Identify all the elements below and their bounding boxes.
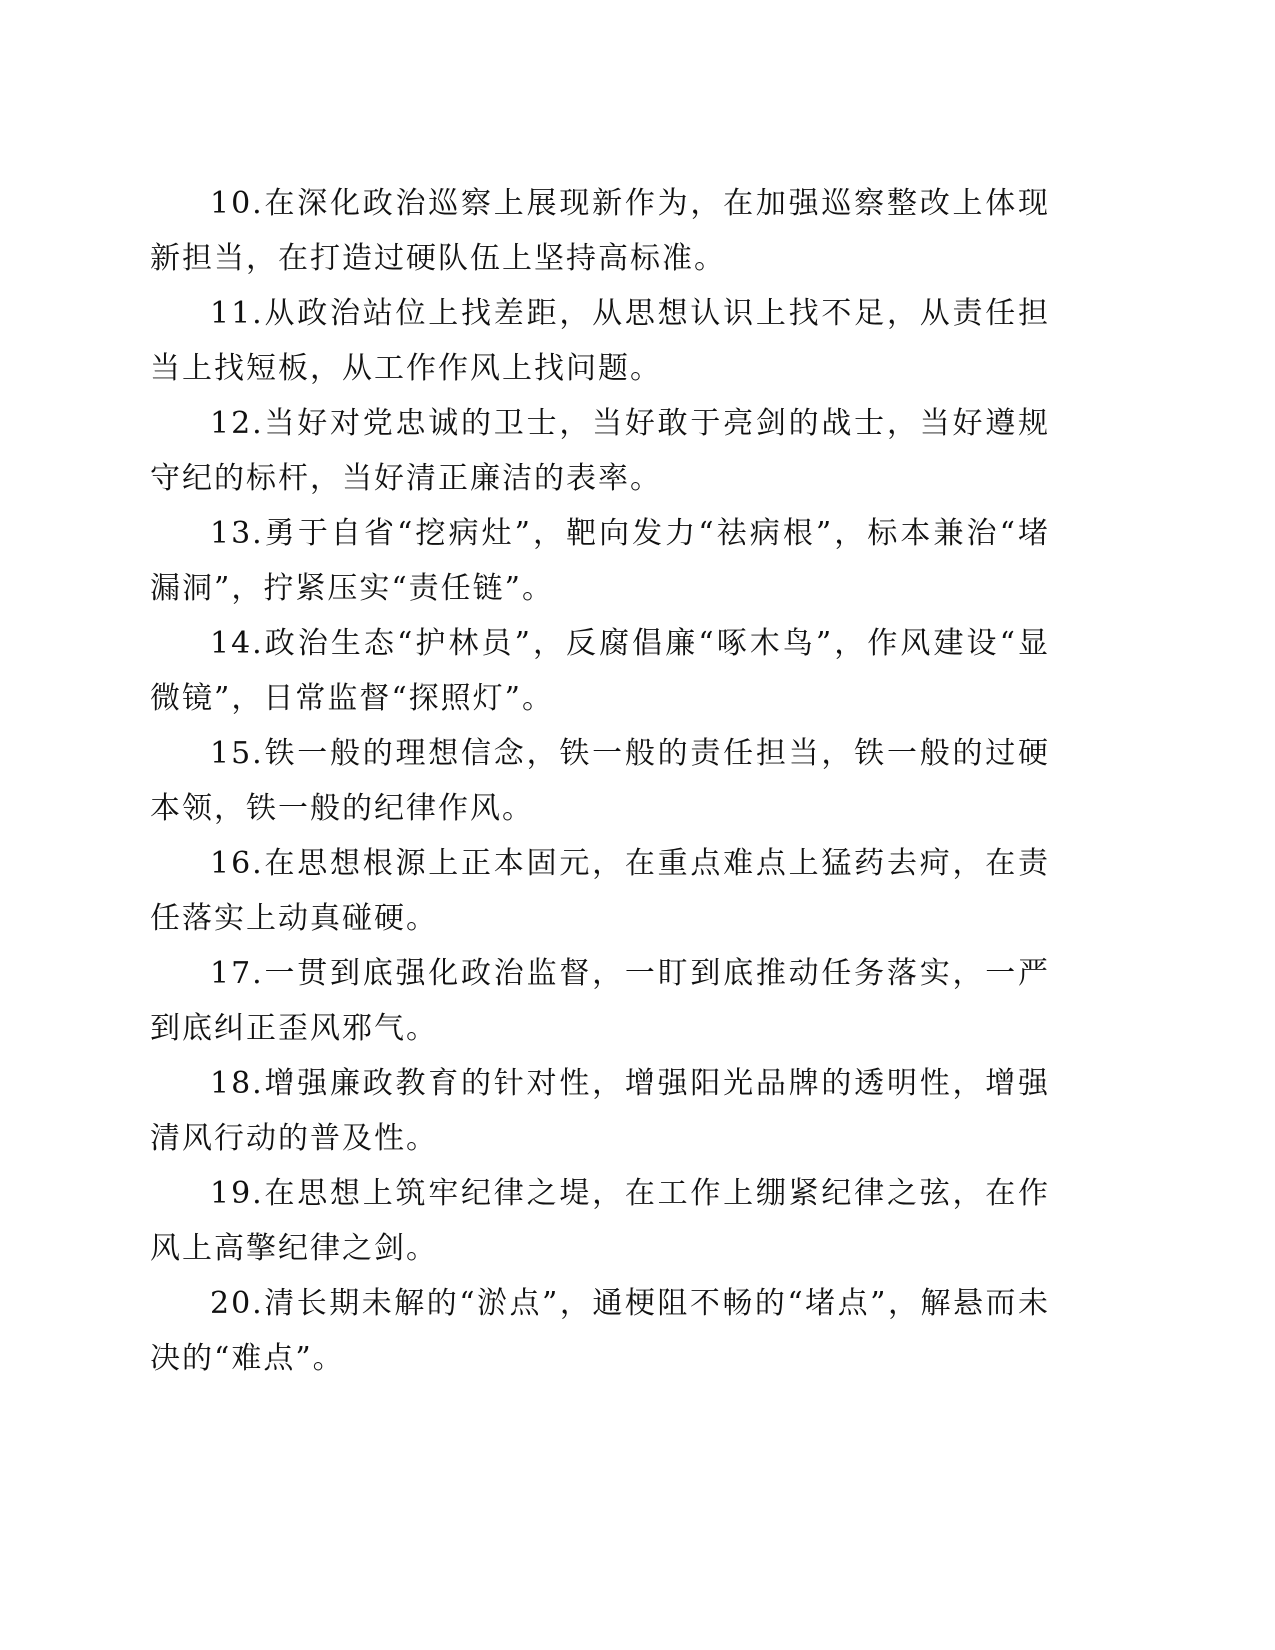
paragraph-18: 18.增强廉政教育的针对性，增强阳光品牌的透明性，增强清风行动的普及性。 bbox=[150, 1066, 1050, 1156]
paragraph-14: 14.政治生态“护林员”，反腐倡廉“啄木鸟”，作风建设“显微镜”，日常监督“探照灯”。 bbox=[150, 626, 1050, 716]
document-body bbox=[150, 176, 1050, 1386]
paragraph-20: 20.清长期未解的“淤点”，通梗阻不畅的“堵点”，解悬而未决的“难点”。 bbox=[150, 1286, 1050, 1376]
paragraph-19: 19.在思想上筑牢纪律之堤，在工作上绷紧纪律之弦，在作风上高擎纪律之剑。 bbox=[150, 1176, 1050, 1266]
paragraph-17: 17.一贯到底强化政治监督，一盯到底推动任务落实，一严到底纠正歪风邪气。 bbox=[150, 956, 1050, 1046]
paragraph-16: 16.在思想根源上正本固元，在重点难点上猛药去疴，在责任落实上动真碰硬。 bbox=[150, 846, 1050, 936]
paragraph-10: 10.在深化政治巡察上展现新作为，在加强巡察整改上体现新担当，在打造过硬队伍上坚持高标准。 bbox=[150, 186, 1050, 276]
paragraph-12: 12.当好对党忠诚的卫士，当好敢于亮剑的战士，当好遵规守纪的标杆，当好清正廉洁的表率。 bbox=[150, 406, 1050, 496]
paragraph-11: 11.从政治站位上找差距，从思想认识上找不足，从责任担当上找短板，从工作作风上找问题。 bbox=[150, 296, 1050, 386]
paragraph-13: 13.勇于自省“挖病灶”，靶向发力“祛病根”，标本兼治“堵漏洞”，拧紧压实“责任链”。 bbox=[150, 516, 1050, 606]
paragraph-15: 15.铁一般的理想信念，铁一般的责任担当，铁一般的过硬本领，铁一般的纪律作风。 bbox=[150, 736, 1050, 826]
